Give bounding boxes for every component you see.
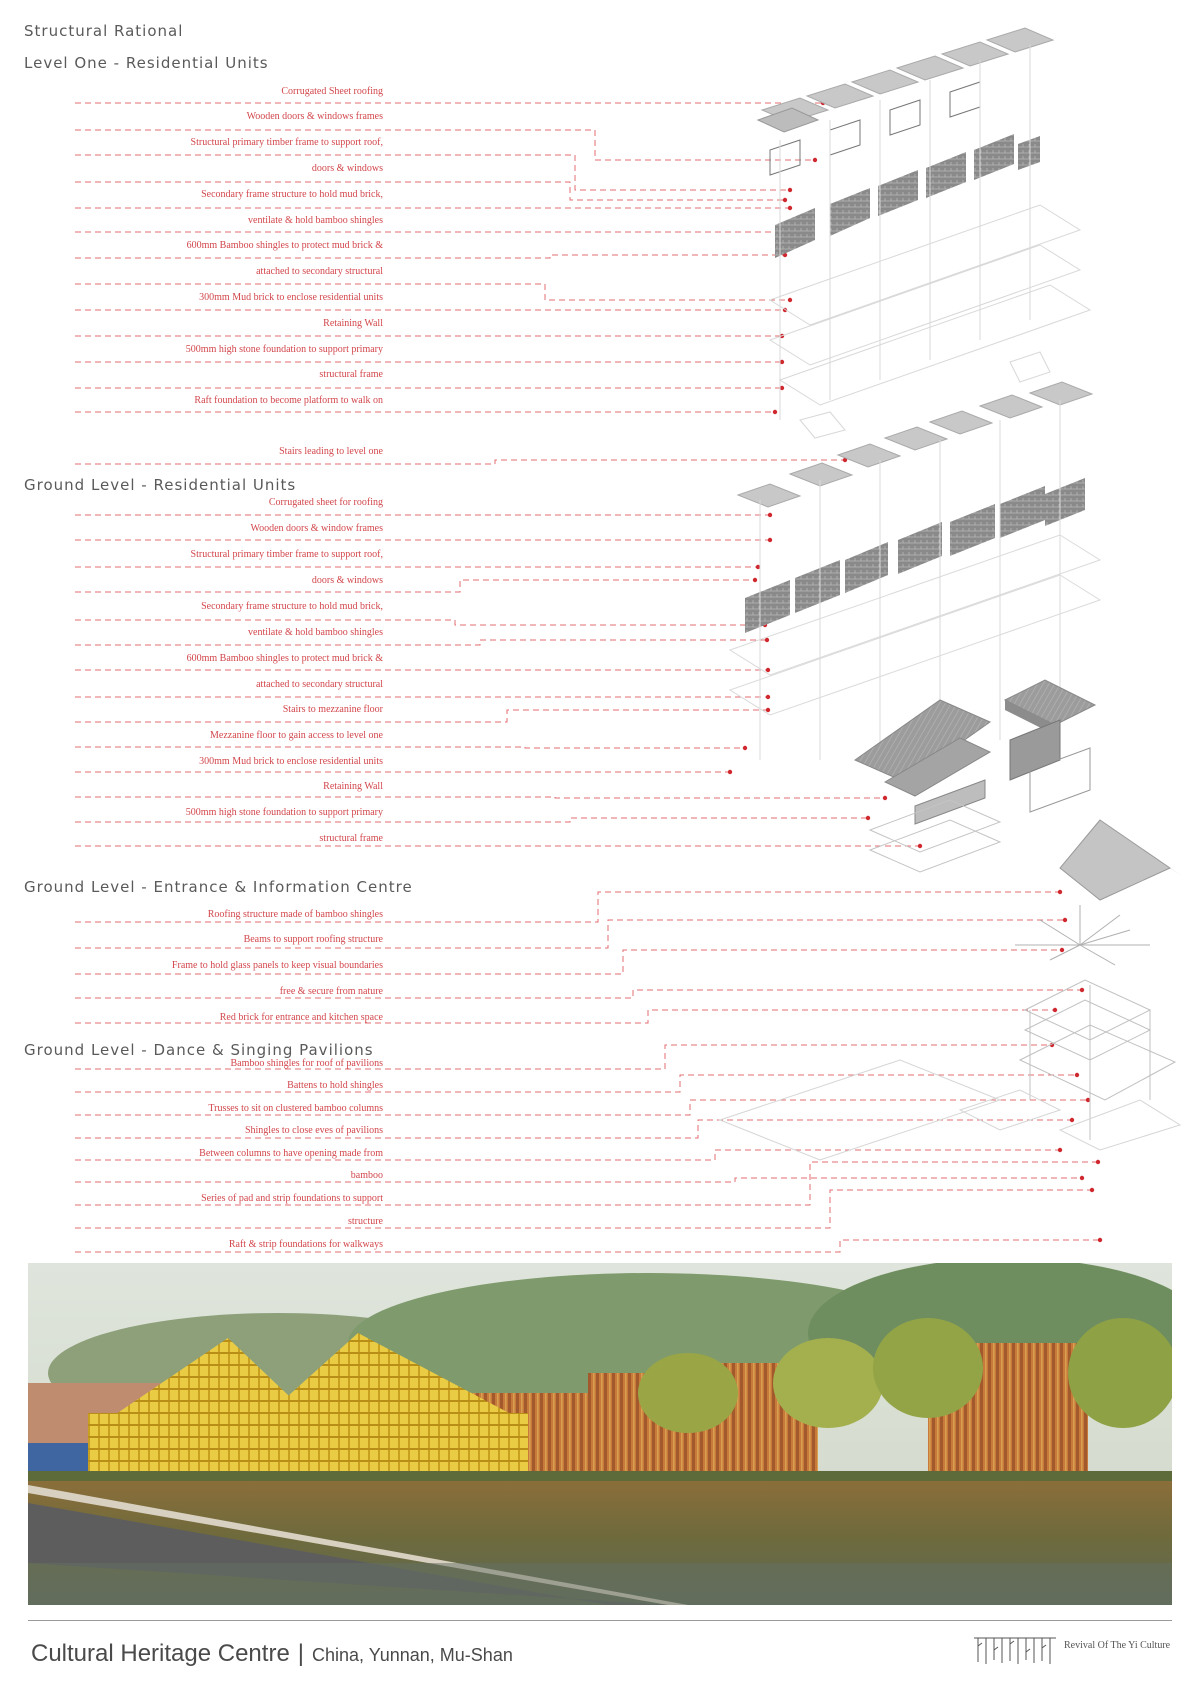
heading-structural-rational: Structural Rational (24, 22, 184, 40)
label-component: structural frame (319, 833, 383, 844)
label-component: Stairs leading to level one (279, 446, 383, 457)
label-component: Structural primary timber frame to support roof, (190, 549, 383, 560)
label-component: Raft & strip foundations for walkways (228, 1239, 383, 1250)
label-component: Red brick for entrance and kitchen space (219, 1012, 383, 1023)
level-one-foundation (770, 45, 1090, 438)
label-component: 600mm Bamboo shingles to protect mud brick & (186, 653, 383, 664)
label-component: structural frame (319, 369, 383, 380)
label-component: 600mm Bamboo shingles to protect mud brick & (186, 240, 383, 251)
label-component: Between columns to have opening made from (199, 1148, 383, 1159)
pavilion-roof (1060, 820, 1182, 900)
label-component: doors & windows (311, 575, 383, 586)
label-component: Corrugated sheet for roofing (268, 497, 383, 508)
bamboo-logo-icon (972, 1630, 1058, 1668)
label-component: Raft foundation to become platform to walk on (194, 395, 383, 406)
label-component: Secondary frame structure to hold mud brick, (201, 189, 383, 200)
label-component: 500mm high stone foundation to support primary (185, 344, 383, 355)
label-component: free & secure from nature (279, 986, 383, 997)
label-component: Roofing structure made of bamboo shingles (207, 909, 383, 920)
label-component: Trusses to sit on clustered bamboo columns (208, 1103, 383, 1114)
label-component: Bamboo shingles for roof of pavilions (230, 1058, 383, 1069)
label-component: Frame to hold glass panels to keep visual boundaries (171, 960, 383, 971)
label-component: 500mm high stone foundation to support primary (185, 807, 383, 818)
project-title (31, 1640, 513, 1668)
label-component: 300mm Mud brick to enclose residential units (199, 756, 383, 767)
ground-residential-wall-modules (745, 478, 1085, 633)
label-component: Stairs to mezzanine floor (282, 704, 383, 715)
label-component: Secondary frame structure to hold mud brick, (201, 601, 383, 612)
label-component: Series of pad and strip foundations to support (201, 1193, 383, 1204)
label-component: Shingles to close eves of pavilions (244, 1125, 383, 1136)
label-component: Beams to support roofing structure (243, 934, 383, 945)
heading-ground-pavilions: Ground Level - Dance & Singing Pavilions (24, 1041, 374, 1059)
ground-residential-roof-panels (738, 382, 1092, 507)
label-component: doors & windows (311, 163, 383, 174)
heading-ground-entrance: Ground Level - Entrance & Information Centre (24, 878, 413, 896)
label-component: 300mm Mud brick to enclose residential units (199, 292, 383, 303)
project-location: China, Yunnan, Mu-Shan (312, 1645, 513, 1665)
label-component: Retaining Wall (323, 318, 383, 329)
label-component: attached to secondary structural (256, 679, 383, 690)
label-component: bamboo (350, 1170, 383, 1181)
label-component: Mezzanine floor to gain access to level one (210, 730, 383, 741)
label-component: Wooden doors & window frames (250, 523, 383, 534)
label-component: Battens to hold shingles (287, 1080, 383, 1091)
heading-ground-residential: Ground Level - Residential Units (24, 476, 297, 494)
site-foundations (720, 1060, 1180, 1160)
logo-text: Revival Of The Yi Culture (1064, 1640, 1171, 1651)
project-title-text: Cultural Heritage Centre (31, 1640, 290, 1667)
label-component: structure (348, 1216, 383, 1227)
label-component: ventilate & hold bamboo shingles (248, 215, 383, 226)
label-component: attached to secondary structural (256, 266, 383, 277)
footer-rule (28, 1620, 1172, 1621)
label-component: ventilate & hold bamboo shingles (248, 627, 383, 638)
label-component: Wooden doors & windows frames (246, 111, 383, 122)
heading-level-one-residential: Level One - Residential Units (24, 54, 269, 72)
pavilion-trusses (1015, 905, 1150, 965)
title-separator: | (297, 1640, 305, 1667)
label-component: Corrugated Sheet roofing (281, 86, 383, 97)
level-one-roof-panels (758, 28, 1053, 132)
label-component: Retaining Wall (323, 781, 383, 792)
label-component: Structural primary timber frame to support roof, (190, 137, 383, 148)
site-render-image (28, 1263, 1172, 1605)
